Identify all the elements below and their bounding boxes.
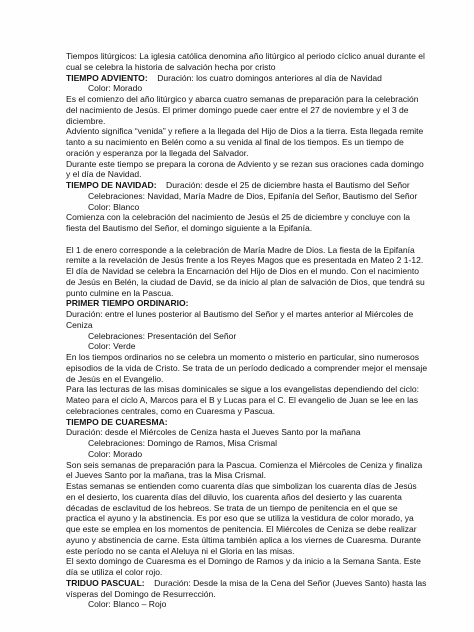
- ordinario-paragraph-1: En los tiempos ordinarios no se celebra un momento o misterio en particular, sino numerosos episodios de la vida de Cristo. Se trata de un período dedicado a comprender mejor el mensaje de Jesús en el Evangelio.: [66, 352, 428, 384]
- adviento-color: Color: Morado: [88, 83, 143, 94]
- paragraph-spacer: [66, 234, 428, 245]
- adviento-paragraph-2: Adviento significa “venida” y refiere a la llegada del Hijo de Dios a la tierra. Esta llegada remite tanto a su nacimiento en Belén como a su venida al final de los tiempos. Es un tiempo de oración y esperanza por la llegada del Salvador.: [66, 126, 424, 158]
- triduo-duracion: Duración: Desde la misa de la Cena del Señor (Jueves Santo) hasta las vísperas del Domingo de Resurrección.: [66, 577, 427, 599]
- cuaresma-paragraph-1: Son seis semanas de preparación para la Pascua. Comienza el Miércoles de Ceniza y finaliza el Jueves Santo por la mañana, tras la Misa Crismal.: [66, 459, 423, 481]
- adviento-duracion: Duración: los cuatro domingos anteriores al día de Navidad: [157, 72, 382, 83]
- navidad-paragraph-2: El 1 de enero corresponde a la celebración de María Madre de Dios. La fiesta de la Epifanía remite a la revelación de Jesús frente a los Reyes Magos que es presentada en Mateo 2 1-12. El día de Navidad se celebra la Encarnación del Hijo de Dios en el mundo. Con el nacimiento de Jesús en Belén, la ciudad de David, se da inicio al plan de salvación de Dios, que tendrá su punto culmine en la Pascua.: [66, 244, 425, 298]
- navidad-heading-line: [66, 180, 428, 191]
- navidad-paragraph-1: Comienza con la celebración del nacimiento de Jesús el 25 de diciembre y concluye con la fiesta del Bautismo del Señor, el domingo siguiente a la Epifanía.: [66, 212, 410, 233]
- intro-paragraph: Tiempos litúrgicos: La iglesia católica denomina año litúrgico al periodo cíclico anual durante el cual se celebra la historia de salvación hecha por cristo: [66, 51, 425, 72]
- cuaresma-heading: TIEMPO DE CUARESMA:: [66, 416, 168, 427]
- ordinario-color: Color: Verde: [88, 341, 136, 352]
- cuaresma-paragraph-2: Estas semanas se entienden como cuarenta días que simbolizan los cuarenta días de Jesús en el desierto, los cuarenta días del diluvio, los cuarenta años del desierto y las cuarenta décadas de esclavitud de los hebreos. Se trata de un tiempo de penitencia en el que se practica el ayuno y la abstinencia. Es por eso que se utiliza la vestidura de color morado, ya que este se emplea en los momentos de penitencia. El Miércoles de Ceniza se debe realizar ayuno y abstinencia de carne. Esta última también aplica a los viernes de Cuaresma. Durante este período no se canta el Aleluya ni el Gloria en las misas.: [66, 481, 421, 556]
- navidad-heading: TIEMPO DE NAVIDAD:: [66, 180, 157, 190]
- cuaresma-celebraciones: Celebraciones: Domingo de Ramos, Misa Crismal: [88, 438, 278, 448]
- triduo-heading: TRIDUO PASCUAL:: [66, 577, 145, 588]
- cuaresma-paragraph-3: El sexto domingo de Cuaresma es el Domingo de Ramos y da inicio a la Semana Santa. Este día se utiliza el color rojo.: [66, 556, 421, 577]
- ordinario-paragraph-2: Para las lecturas de las misas dominicales se sigue a los evangelistas dependiendo del ciclo: Mateo para el ciclo A, Marcos para el B y Lucas para el C. El evangelio de Juan se lee en las celebraciones centrales, como en Cuaresma y Pascua.: [66, 384, 419, 416]
- navidad-duracion: Duración: desde el 25 de diciembre hasta el Bautismo del Señor: [166, 180, 410, 190]
- ordinario-celebraciones: Celebraciones: Presentación del Señor: [88, 330, 237, 341]
- triduo-heading-line: [66, 578, 428, 600]
- cuaresma-color: Color: Morado: [88, 448, 143, 459]
- adviento-heading-line: [66, 73, 428, 84]
- ordinario-duracion: Duración: entre el lunes posterior al Bautismo del Señor y el martes anterior al Miércoles de Ceniza: [66, 309, 414, 330]
- triduo-color: Color: Blanco – Rojo: [88, 599, 167, 610]
- navidad-celebraciones: Celebraciones: Navidad, María Madre de Dios, Epifanía del Señor, Bautismo del Señor: [88, 190, 418, 201]
- ordinario-heading: PRIMER TIEMPO ORDINARIO:: [66, 298, 189, 309]
- cuaresma-duracion: Duración: desde el Miércoles de Ceniza hasta el Jueves Santo por la mañana: [66, 427, 361, 438]
- adviento-heading: TIEMPO ADVIENTO:: [66, 72, 148, 83]
- adviento-paragraph-1: Es el comienzo del año litúrgico y abarca cuatro semanas de preparación para la celebración del nacimiento de Jesús. El primer domingo puede caer entre el 27 de noviembre y el 3 de diciembre.: [66, 94, 419, 126]
- navidad-color: Color: Blanco: [88, 201, 140, 212]
- adviento-paragraph-3: Durante este tiempo se prepara la corona de Adviento y se rezan sus oraciones cada domingo y el día de Navidad.: [66, 158, 424, 180]
